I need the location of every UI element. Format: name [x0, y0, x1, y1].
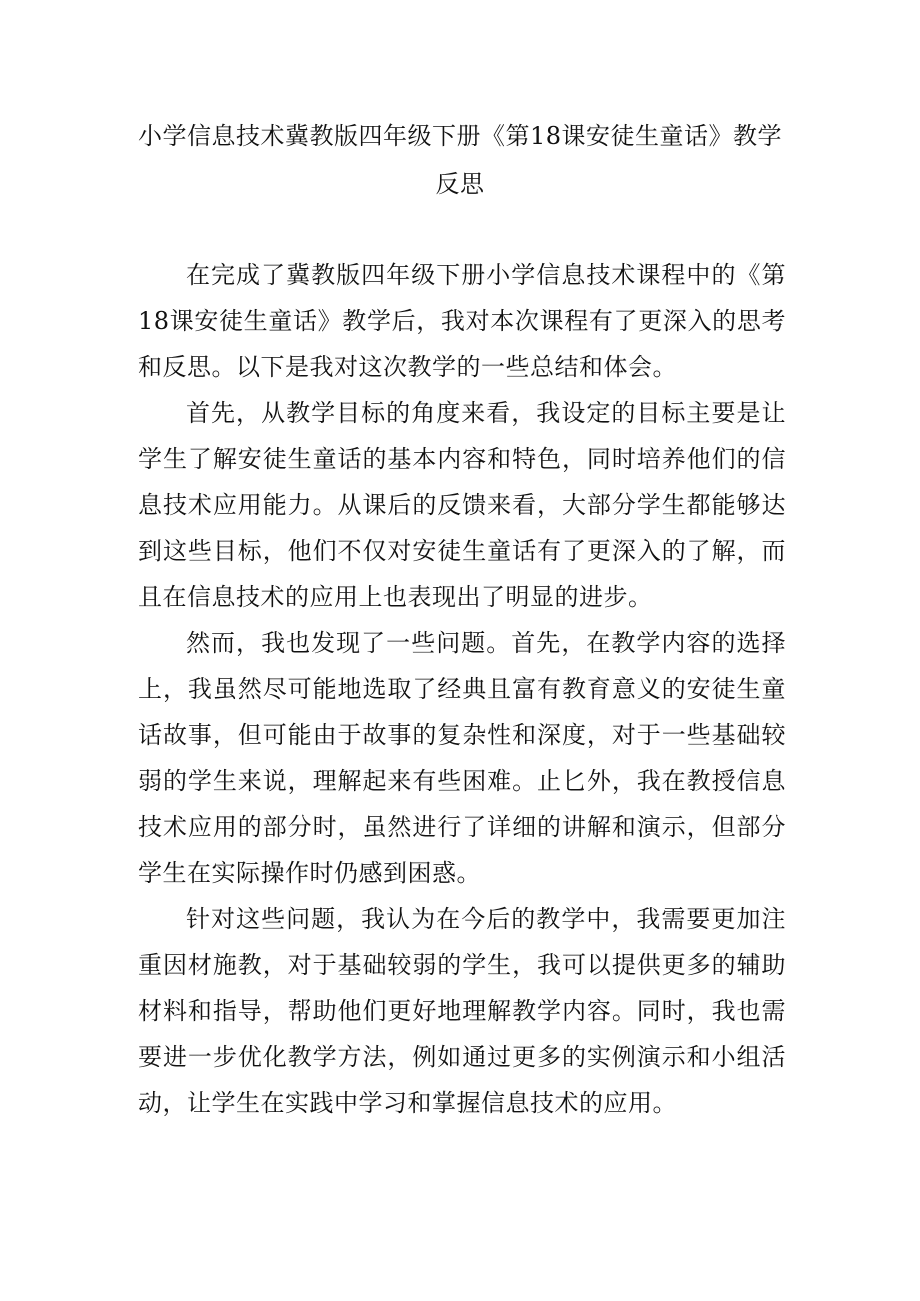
paragraph-intro: 在完成了冀教版四年级下册小学信息技术课程中的《第18课安徒生童话》教学后，我对本次课程有了更深入的思考和反思。以下是我对这次教学的一些总结和体会。 — [138, 261, 786, 381]
paragraph-problems: 然而，我也发现了一些问题。首先，在教学内容的选择上，我虽然尽可能地选取了经典且富有教育意义的安徒生童话故事，但可能由于故事的复杂性和深度，对于一些基础较弱的学生来说，理解起来有些困难。止匕外，我在教授信息技术应用的部分时，虽然进行了详细的讲解和演示，但部分学生在实际操作时仍感到困惑。 — [138, 629, 786, 887]
document-title: 小学信息技术冀教版四年级下册《第18课安徒生童话》教学反思 — [137, 122, 783, 198]
paragraph-goals: 首先，从教学目标的角度来看，我设定的目标主要是让学生了解安徒生童话的基本内容和特色，同时培养他们的信息技术应用能力。从课后的反馈来看，大部分学生都能够达到这些目标，他们不仅对安徒生童话有了更深入的了解，而且在信息技术的应用上也表现出了明显的进步。 — [138, 399, 786, 611]
document-body — [138, 252, 786, 1126]
paragraph-improvements: 针对这些问题，我认为在今后的教学中，我需要更加注重因材施教，对于基础较弱的学生，我可以提供更多的辅助材料和指导，帮助他们更好地理解教学内容。同时，我也需要进一步优化教学方法，例如通过更多的实例演示和小组活动，让学生在实践中学习和掌握信息技术的应用。 — [138, 905, 786, 1117]
